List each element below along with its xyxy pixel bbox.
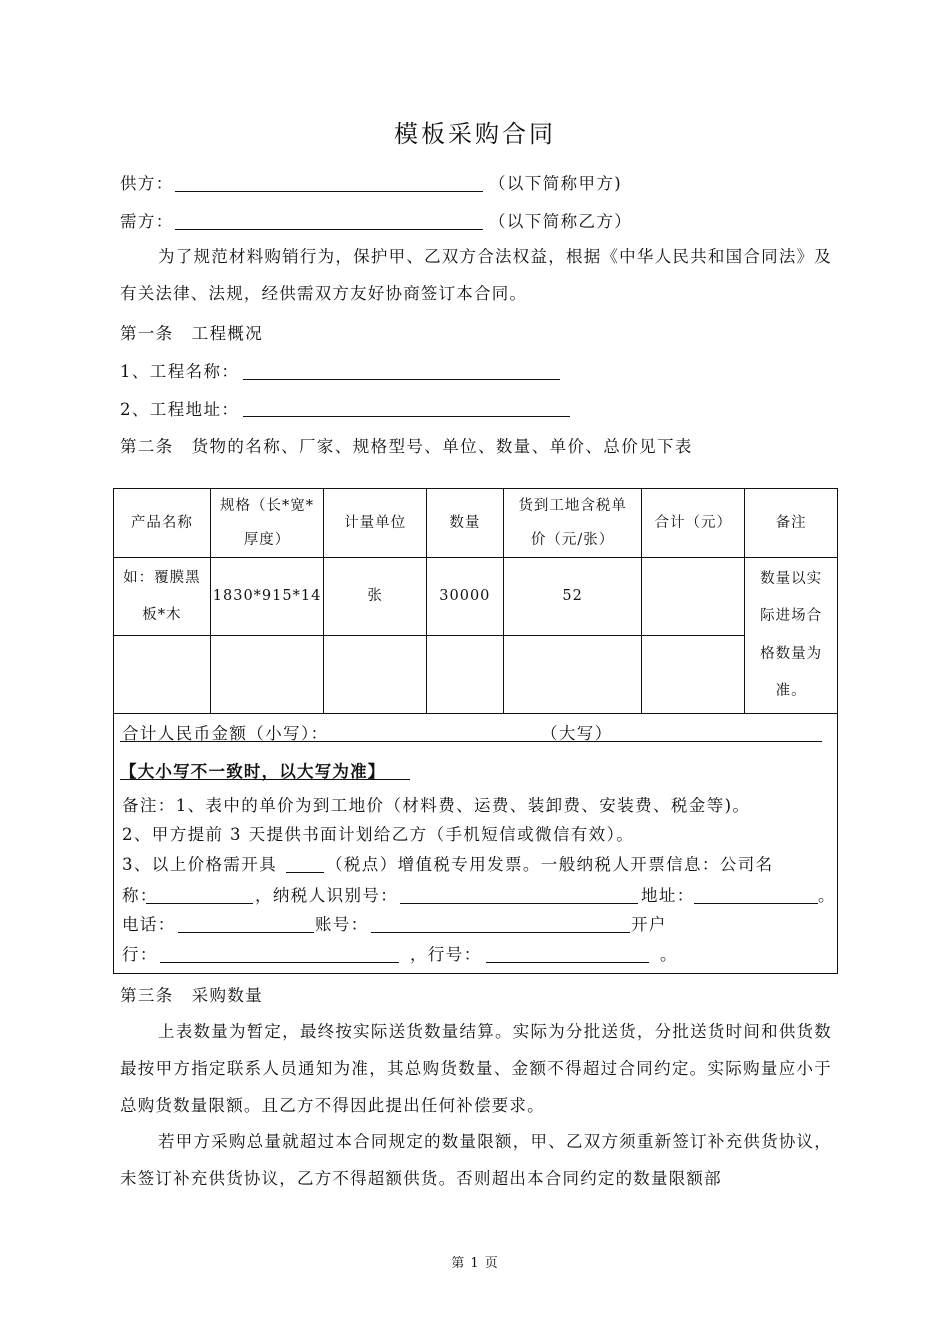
project-name-blank[interactable] [243,379,560,380]
taxid-blank[interactable] [400,903,638,904]
cell-remark: 数量以实际进场合格数量为准。 [745,558,838,714]
article2-heading: 第二条 货物的名称、厂家、规格型号、单位、数量、单价、总价见下表 [120,437,693,456]
project-name-label: 1、工程名称： [120,362,240,381]
cell-empty[interactable] [210,636,324,714]
article1-heading: 第一条 工程概况 [120,324,264,343]
article3-paragraph-2: 若甲方采购总量就超过本合同规定的数量限额，甲、乙双方须重新签订补充供货协议，未签订补充供货协议，乙方不得超额供货。否则超出本合同约定的数量限额部 [120,1132,832,1188]
project-address-label: 2、工程地址： [120,400,240,419]
cell-product: 如：覆膜黑板*木 [114,558,211,636]
buyer-label: 需方： [120,212,174,231]
cell-total[interactable] [642,558,745,636]
page-number: 第 1 页 [451,1256,499,1271]
cell-qty: 30000 [426,558,503,636]
bracket-underline [120,779,410,780]
document-title: 模板采购合同 [394,120,556,148]
phone-label: 电话： [122,915,176,934]
cell-empty[interactable] [324,636,427,714]
bank-label-a: 开户 [631,915,667,934]
account-blank[interactable] [371,932,630,933]
address-period: 。 [818,886,836,905]
supplier-label: 供方： [120,174,174,193]
phone-blank[interactable] [178,932,314,933]
note-1: 备注：1、表中的单价为到工地价（材料费、运费、装卸费、安装费、税金等)。 [122,796,751,815]
cell-empty[interactable] [503,636,642,714]
table-row [114,636,838,714]
bracket-note: 【大小写不一致时，以大写为准】 [120,762,386,781]
project-address-blank[interactable] [243,416,570,417]
header-qty: 数量 [426,489,503,558]
supplier-blank[interactable] [175,191,483,192]
cell-empty[interactable] [642,636,745,714]
intro-paragraph: 为了规范材料购销行为，保护甲、乙双方合法权益，根据《中华人民共和国合同法》及有关法律、法规，经供需双方友好协商签订本合同。 [120,247,832,303]
header-total: 合计（元） [642,489,745,558]
bank-no-blank[interactable] [486,962,649,963]
sum-small-label: 合计人民币金额（小写）： [122,724,329,743]
cell-empty[interactable] [426,636,503,714]
header-unit: 计量单位 [324,489,427,558]
bank-blank[interactable] [160,962,399,963]
article3-heading: 第三条 采购数量 [120,986,264,1005]
header-product: 产品名称 [114,489,211,558]
taxid-label: ，纳税人识别号： [255,886,399,905]
cell-empty[interactable] [114,636,211,714]
bank-label-b: 行： [122,945,158,964]
address-label: 地址： [641,886,695,905]
note-2: 2、甲方提前 3 天提供书面计划给乙方（手机短信或微信有效）。 [122,825,635,844]
cell-spec: 1830*915*14 [210,558,324,636]
table-row [114,558,838,636]
sum-underline[interactable] [120,741,822,742]
account-label: 账号： [315,915,369,934]
header-remark: 备注 [745,489,838,558]
buyer-note: （以下简称乙方） [489,212,633,231]
cell-price: 52 [503,558,642,636]
table-header-row [114,489,838,558]
note-3b: （税点）增值税专用发票。一般纳税人开票信息：公司名 [326,855,774,874]
note-3a: 3、以上价格需开具 [122,855,278,874]
address-blank[interactable] [694,903,818,904]
article3-paragraph-1: 上表数量为暂定，最终按实际送货数量结算。实际为分批送货，分批送货时间和供货数最按甲方指定联系人员通知为准，其总购货数量、金额不得超过合同约定。实际购量应小于总购货数量限额。且乙方不得因此提出任何补偿要求。 [120,1022,832,1115]
header-spec: 规格（长*宽*厚度） [210,489,324,558]
goods-table [113,488,838,714]
company-blank[interactable] [146,903,253,904]
company-label: 称： [122,886,158,905]
bank-no-label: ，行号： [410,945,482,964]
header-price: 货到工地含税单价（元/张） [503,489,642,558]
buyer-blank[interactable] [175,229,483,230]
supplier-note: （以下简称甲方) [489,174,623,193]
tax-rate-blank[interactable] [286,872,324,873]
cell-unit: 张 [324,558,427,636]
sum-big-label: （大写） [541,724,613,743]
end-period: 。 [660,945,678,964]
